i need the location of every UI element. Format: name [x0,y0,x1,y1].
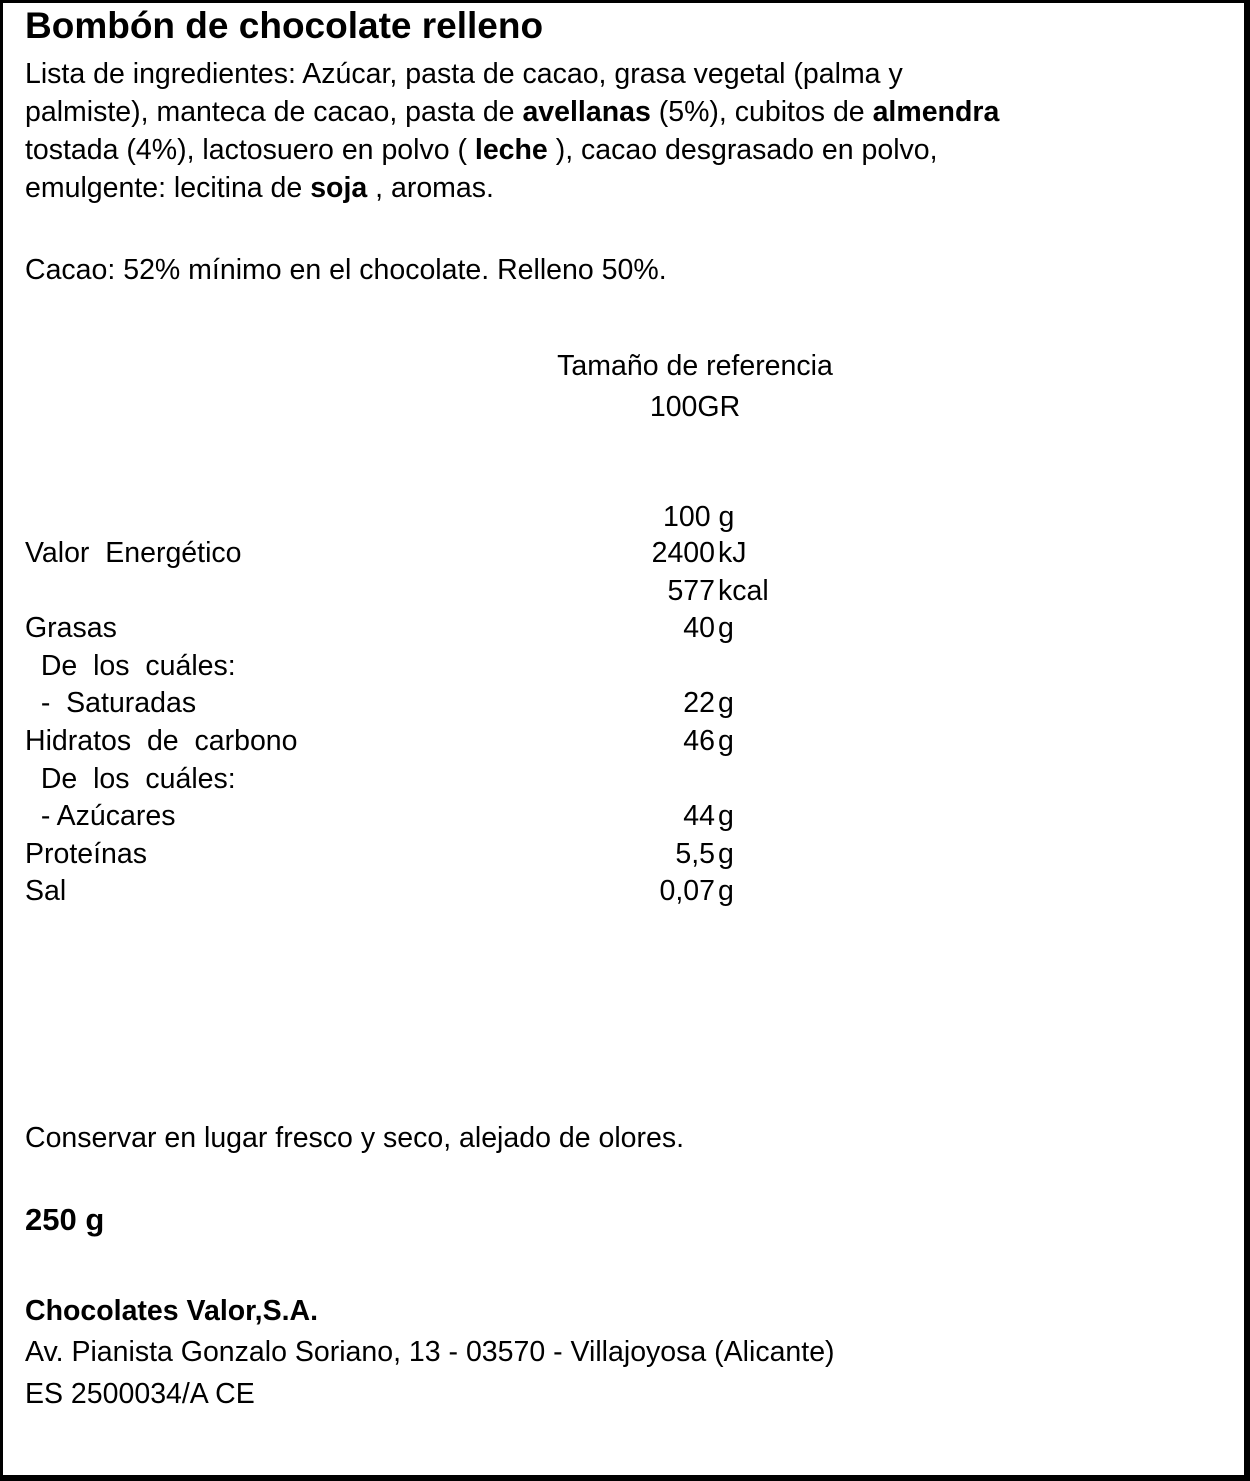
nutrient-value: 44 [683,800,715,833]
nutrient-value: 0,07 [659,875,715,908]
nutrient-label: Sal [25,875,67,908]
ingredients-text: ), cacao desgrasado en polvo, [547,134,938,166]
nutrient-label: - Azúcares [25,800,176,833]
nutrient-label: Grasas [25,612,117,645]
ingredients-line [25,169,1185,207]
registry-number: ES 2500034/A CE [25,1378,255,1410]
nutrient-unit: kJ [718,537,747,569]
nutrient-value: 2400 [651,537,715,569]
reference-size-label: Tamaño de referencia [557,350,833,382]
allergen-leche: leche [474,134,548,166]
ingredients-line [25,131,1185,169]
storage-instructions: Conservar en lugar fresco y seco, alejado de olores. [25,1122,685,1154]
nutrition-column-header: 100 g [663,501,735,533]
allergen-soja: soja [310,172,368,204]
cacao-note: Cacao: 52% mínimo en el chocolate. Relleno 50%. [25,254,667,286]
nutrient-unit: kcal [718,574,769,607]
nutrient-label: De los cuáles: [25,649,236,682]
company-address: Av. Pianista Gonzalo Soriano, 13 - 03570 - Villajoyosa (Alicante) [25,1336,835,1368]
product-title: Bombón de chocolate relleno [25,5,544,46]
ingredients-text: (5%), cubitos de [650,96,873,128]
nutrient-label: Valor Energético [25,537,242,569]
nutrient-unit: g [718,687,734,720]
allergen-avellanas: avellanas [522,96,651,128]
ingredients-line [25,93,1185,131]
reference-size-value: 100GR [649,391,741,423]
nutrient-label: Proteínas [25,837,147,870]
nutrient-label: Hidratos de carbono [25,725,298,757]
ingredients-list [25,55,1185,207]
nutrient-unit: g [718,612,734,645]
nutrient-value: 40 [683,612,715,645]
nutrient-unit: g [718,800,734,833]
nutrient-value: 5,5 [675,837,715,870]
ingredients-text: palmiste), manteca de cacao, pasta de [25,96,523,128]
ingredients-text: emulgente: lecitina de [25,172,311,204]
nutrient-value: 577 [667,574,715,607]
ingredients-text: , aromas. [367,172,494,204]
nutrient-unit: g [718,725,734,757]
company-name: Chocolates Valor,S.A. [25,1295,319,1327]
ingredients-text: Lista de ingredientes: Azúcar, pasta de cacao, grasa vegetal (palma y [25,58,903,90]
nutrient-unit: g [718,837,734,870]
nutrient-value: 22 [683,687,715,720]
allergen-almendra: almendra [872,96,1000,128]
nutrient-value: 46 [683,725,715,757]
ingredients-text: tostada (4%), lactosuero en polvo ( [25,134,475,166]
nutrient-label: - Saturadas [25,687,197,720]
ingredients-line [25,55,1185,93]
nutrient-label: De los cuáles: [25,762,236,795]
net-weight: 250 g [25,1202,105,1237]
nutrient-unit: g [718,875,734,908]
